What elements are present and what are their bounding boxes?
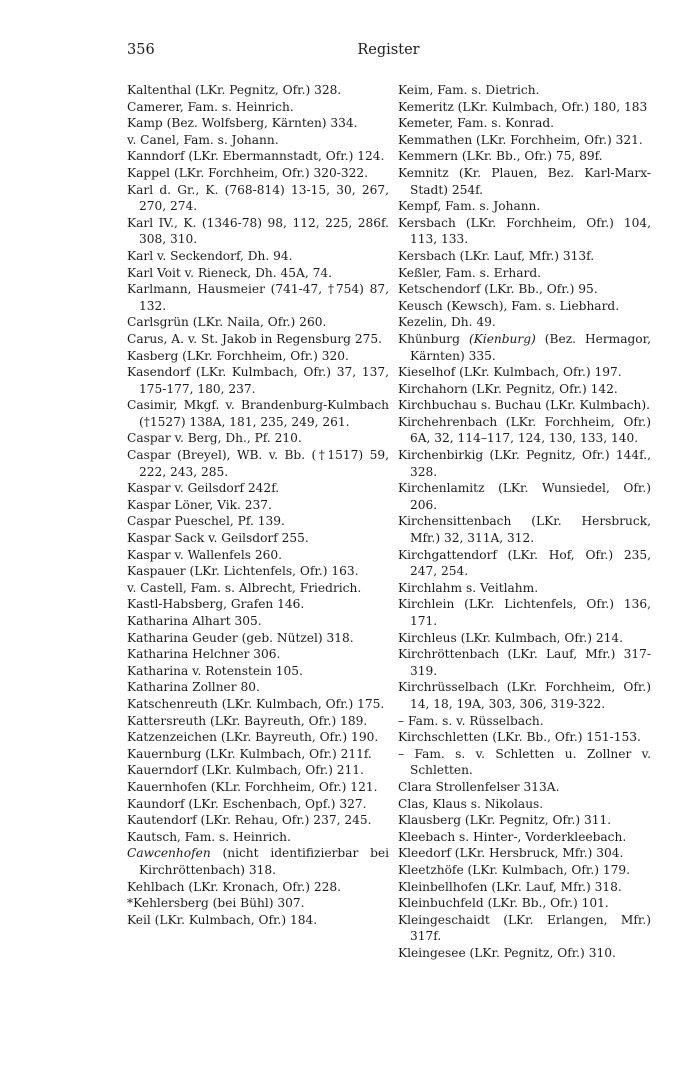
index-entry: Kemeter, Fam. s. Konrad.	[398, 116, 555, 131]
index-column-left	[127, 82, 389, 928]
index-entry: Kersbach (LKr. Lauf, Mfr.) 313f.	[398, 248, 595, 263]
index-entry: Kaltenthal (LKr. Pegnitz, Ofr.) 328.	[127, 83, 342, 97]
index-entry: Caspar (Breyel), WB. v. Bb. (†1517) 59, 222, 243, 285.	[127, 448, 389, 479]
index-entry: Keßler, Fam. s. Erhard.	[398, 265, 542, 280]
index-entry: Kauernburg (LKr. Kulmbach, Ofr.) 211f.	[127, 746, 372, 761]
running-title: Register	[357, 42, 420, 58]
index-entry: Kauerndorf (LKr. Kulmbach, Ofr.) 211.	[127, 763, 364, 778]
index-entry: Caspar v. Berg, Dh., Pf. 210.	[127, 431, 302, 446]
italic-place-name: Cawcenhofen	[127, 846, 211, 861]
index-entry: Kappel (LKr. Forchheim, Ofr.) 320-322.	[127, 165, 369, 180]
index-entry: Kirchröttenbach (LKr. Lauf, Mfr.) 317-319.	[398, 647, 651, 678]
index-entry: Kleetzhöfe (LKr. Kulmbach, Ofr.) 179.	[398, 862, 630, 877]
index-entry: Keusch (Kewsch), Fam. s. Liebhard.	[398, 298, 620, 313]
index-entry: Kaspauer (LKr. Lichtenfels, Ofr.) 163.	[127, 564, 359, 579]
index-entry: Kautendorf (LKr. Rehau, Ofr.) 237, 245.	[127, 813, 372, 828]
index-entry: Kemmern (LKr. Bb., Ofr.) 75, 89f.	[398, 149, 603, 164]
index-entry: Karl IV., K. (1346-78) 98, 112, 225, 286f. 308, 310.	[127, 215, 389, 247]
index-entry: Caspar Pueschel, Pf. 139.	[127, 514, 285, 529]
index-entry: Keil (LKr. Kulmbach, Ofr.) 184.	[127, 912, 318, 927]
index-entry: Kirchgattendorf (LKr. Hof, Ofr.) 235, 247, 254.	[398, 547, 651, 579]
index-entry: Kauernhofen (KLr. Forchheim, Ofr.) 121.	[127, 779, 378, 794]
index-entry: Kleinbellhofen (LKr. Lauf, Mfr.) 318.	[398, 879, 622, 894]
index-entry: Kemeritz (LKr. Kulmbach, Ofr.) 180, 183	[398, 99, 648, 114]
index-entry: Keim, Fam. s. Dietrich.	[398, 83, 540, 97]
index-entry: Kleebach s. Hinter-, Vorderkleebach.	[398, 829, 627, 844]
index-entry: Kleedorf (LKr. Hersbruck, Mfr.) 304.	[398, 846, 624, 861]
index-entry: v. Canel, Fam. s. Johann.	[127, 132, 279, 147]
index-entry: Katharina Zollner 80.	[127, 680, 260, 695]
index-entry: Kaspar v. Wallenfels 260.	[127, 547, 283, 562]
page-number: 356	[127, 42, 155, 58]
index-entry: Kemmathen (LKr. Forchheim, Ofr.) 321.	[398, 132, 643, 147]
index-entry: Kirchlein (LKr. Lichtenfels, Ofr.) 136, 171.	[398, 597, 651, 628]
index-entry: Katharina Geuder (geb. Nützel) 318.	[127, 630, 354, 645]
index-entry: Kleingeschaidt (LKr. Erlangen, Mfr.) 317f.	[398, 912, 651, 944]
index-entry: Kieselhof (LKr. Kulmbach, Ofr.) 197.	[398, 365, 622, 380]
index-entry: Katharina Helchner 306.	[127, 647, 281, 662]
index-entry: Kirchenlamitz (LKr. Wunsiedel, Ofr.) 206.	[398, 481, 651, 512]
index-entry: Kleingesee (LKr. Pegnitz, Ofr.) 310.	[398, 945, 616, 960]
index-entry: Kempf, Fam. s. Johann.	[398, 199, 541, 214]
index-entry: Kaundorf (LKr. Eschenbach, Opf.) 327.	[127, 796, 367, 811]
index-entry: Kirchensittenbach (LKr. Hersbruck, Mfr.) 32, 311A, 312.	[398, 514, 651, 546]
index-entry: Carlsgrün (LKr. Naila, Ofr.) 260.	[127, 315, 327, 330]
index-entry: Kastl-Habsberg, Grafen 146.	[127, 597, 305, 612]
index-entry: Kattersreuth (LKr. Bayreuth, Ofr.) 189.	[127, 713, 368, 728]
index-entry: Kaspar Löner, Vik. 237.	[127, 497, 272, 512]
index-entry: Karlmann, Hausmeier (741-47, †754) 87, 132.	[127, 282, 389, 313]
index-entry: Kaspar Sack v. Geilsdorf 255.	[127, 531, 309, 546]
index-entry: Kirchbuchau s. Buchau (LKr. Kulmbach).	[398, 398, 650, 413]
index-entry: Karl d. Gr., K. (768-814) 13-15, 30, 267, 270, 274.	[127, 182, 389, 214]
index-entry: Karl v. Seckendorf, Dh. 94.	[127, 248, 293, 263]
index-entry: Kirchrüsselbach (LKr. Forchheim, Ofr.) 14, 18, 19A, 303, 306, 319-322.	[398, 680, 651, 711]
index-entry: Kautsch, Fam. s. Heinrich.	[127, 829, 291, 844]
index-entry: Kasberg (LKr. Forchheim, Ofr.) 320.	[127, 348, 349, 363]
index-entry: – Fam. s. v. Rüsselbach.	[398, 713, 544, 728]
index-entry: Kamp (Bez. Wolfsberg, Kärnten) 334.	[127, 116, 358, 131]
italic-place-name: (Kienburg)	[468, 331, 536, 346]
index-entry: Klausberg (LKr. Pegnitz, Ofr.) 311.	[398, 813, 612, 828]
index-entry: Clara Strollenfelser 313A.	[398, 779, 560, 794]
index-entry: Kirchahorn (LKr. Pegnitz, Ofr.) 142.	[398, 381, 618, 396]
index-entry: Karl Voit v. Rieneck, Dh. 45A, 74.	[127, 265, 332, 280]
index-entry: Carus, A. v. St. Jakob in Regensburg 275.	[127, 331, 382, 346]
index-entry: – Fam. s. v. Schletten u. Zollner v. Schletten.	[398, 746, 651, 778]
index-entry: Casimir, Mkgf. v. Brandenburg-Kulmbach (†1527) 138A, 181, 235, 249, 261.	[127, 398, 389, 429]
entry-text: (Bez. Hermagor, Kärnten) 335.	[410, 331, 651, 363]
index-entry: Ketschendorf (LKr. Bb., Ofr.) 95.	[398, 282, 598, 297]
index-entry: *Kehlersberg (bei Bühl) 307.	[127, 896, 305, 911]
entry-text: (nicht identifizierbar bei Kirchröttenbach) 318.	[139, 846, 390, 877]
page-header	[127, 42, 650, 64]
index-entry: Kanndorf (LKr. Ebermannstadt, Ofr.) 124.	[127, 149, 385, 164]
index-entry: Kirchenbirkig (LKr. Pegnitz, Ofr.) 144f., 328.	[398, 448, 651, 479]
index-entry: Kirchlahm s. Veitlahm.	[398, 580, 539, 595]
index-entry: Kirchehrenbach (LKr. Forchheim, Ofr.) 6A, 32, 114–117, 124, 130, 133, 140.	[398, 414, 651, 446]
index-entry: Katharina v. Rotenstein 105.	[127, 663, 303, 678]
index-entry: Kersbach (LKr. Forchheim, Ofr.) 104, 113, 133.	[398, 215, 651, 247]
index-entry: Kaspar v. Geilsdorf 242f.	[127, 481, 280, 496]
index-entry	[127, 845, 389, 878]
index-entry: Clas, Klaus s. Nikolaus.	[398, 796, 544, 811]
index-column-right	[398, 82, 651, 961]
entry-text: Khünburg	[398, 331, 460, 346]
index-entry: Kemnitz (Kr. Plauen, Bez. Karl-Marx-Stadt) 254f.	[398, 165, 651, 197]
index-entry: Kehlbach (LKr. Kronach, Ofr.) 228.	[127, 879, 341, 894]
index-entry: Kirchleus (LKr. Kulmbach, Ofr.) 214.	[398, 630, 624, 645]
index-entry: Kleinbuchfeld (LKr. Bb., Ofr.) 101.	[398, 896, 609, 911]
index-entry: Kirchschletten (LKr. Bb., Ofr.) 151-153.	[398, 730, 641, 745]
index-entry: Katzenzeichen (LKr. Bayreuth, Ofr.) 190.	[127, 730, 379, 745]
index-entry	[398, 331, 651, 364]
index-entry: v. Castell, Fam. s. Albrecht, Friedrich.	[127, 580, 362, 595]
index-entry: Katharina Alhart 305.	[127, 614, 262, 628]
index-entry: Kasendorf (LKr. Kulmbach, Ofr.) 37, 137, 175-177, 180, 237.	[127, 365, 389, 396]
index-entry: Katschenreuth (LKr. Kulmbach, Ofr.) 175.	[127, 696, 385, 711]
index-entry: Kezelin, Dh. 49.	[398, 315, 496, 330]
index-entry: Camerer, Fam. s. Heinrich.	[127, 99, 294, 114]
